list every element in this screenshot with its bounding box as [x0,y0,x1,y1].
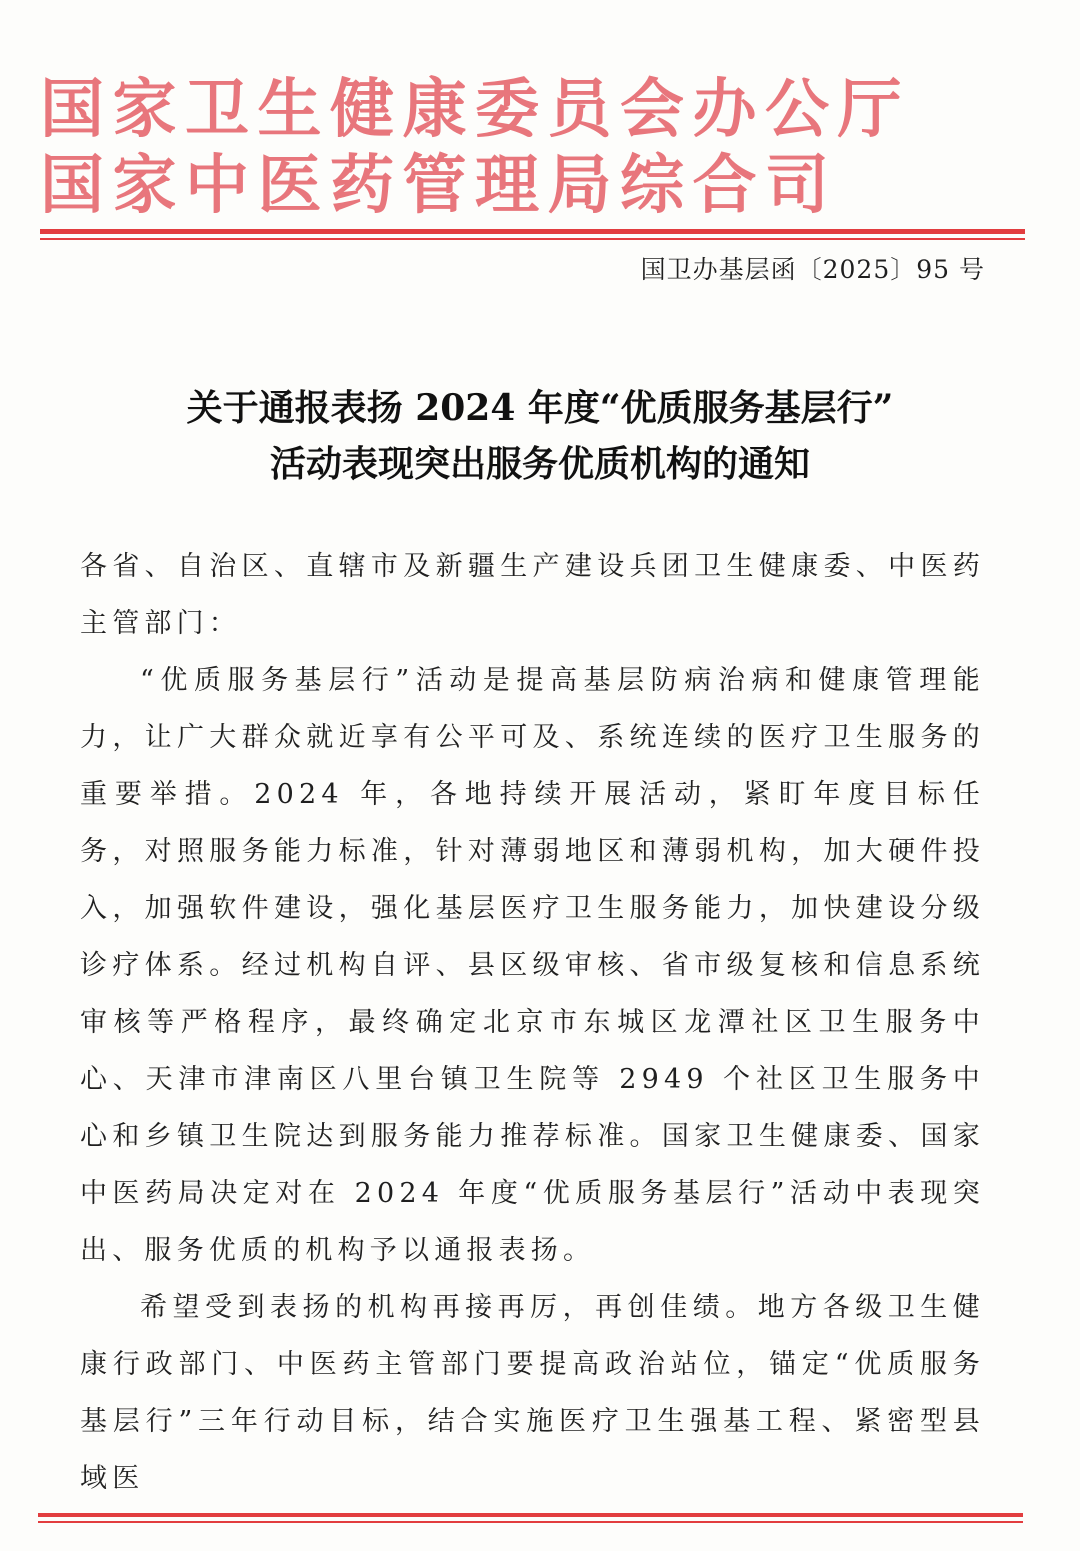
salutation: 各省、自治区、直辖市及新疆生产建设兵团卫生健康委、中医药主管部门： [80,551,985,639]
document-body [80,538,985,1507]
issuing-authority-header [40,72,1025,224]
header-red-rule-thick [40,229,1025,234]
header-red-rule-thin [40,238,1025,240]
footer-red-rule-thick [38,1513,1023,1517]
org-name-line-2: 国家中医药管理局综合司 [40,148,838,223]
document-number: 国卫办基层函〔2025〕95 号 [640,255,985,284]
title-line-2: 活动表现突出服务优质机构的通知 [269,443,810,485]
body-paragraph-2: 希望受到表扬的机构再接再厉，再创佳绩。地方各级卫生健康行政部门、中医药主管部门要提高政治站位，锚定“优质服务基层行”三年行动目标，结合实施医疗卫生强基工程、紧密型县域医 [80,1292,985,1494]
org-name-line-1: 国家卫生健康委员会办公厅 [40,72,910,147]
body-paragraph-1: “优质服务基层行”活动是提高基层防病治病和健康管理能力，让广大群众就近享有公平可及、系统连续的医疗卫生服务的重要举措。2024 年，各地持续开展活动，紧盯年度目标任务，对照服务能力标准，针对薄弱地区和薄弱机构，加大硬件投入，加强软件建设，强化基层医疗卫生服务能力，加快建设分级诊疗体系。经过机构自评、县区级审核、省市级复核和信息系统审核等严格程序，最终确定北京市东城区龙潭社区卫生服务中心、天津市津南区八里台镇卫生院等 2949 个社区卫生服务中心和乡镇卫生院达到服务能力推荐标准。国家卫生健康委、国家中医药局决定对在 2024 年度“优质服务基层行”活动中表现突出、服务优质的机构予以通报表扬。 [80,665,985,1266]
footer-red-rule-thin [38,1521,1023,1523]
document-title [60,380,1020,492]
title-line-1: 关于通报表扬 2024 年度“优质服务基层行” [186,387,894,429]
